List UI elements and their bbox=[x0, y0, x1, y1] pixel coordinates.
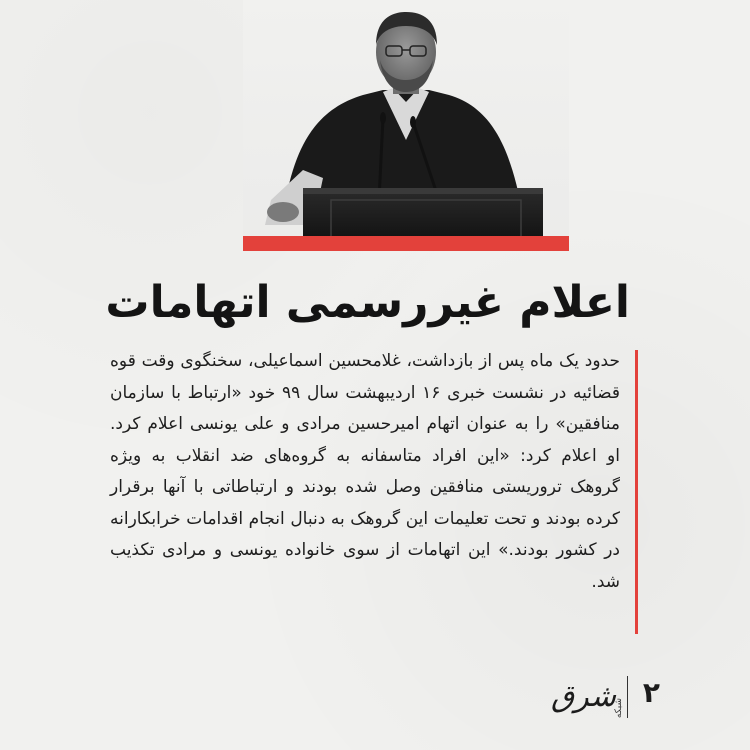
page-number: ۲ bbox=[642, 676, 660, 709]
footer-divider bbox=[627, 676, 629, 718]
brand-logo: شرق bbox=[551, 679, 616, 714]
body-paragraph: حدود یک ماه پس از بازداشت، غلامحسین اسماعیلی، سخنگوی وقت قوه قضائیه در نشست خبری ۱۶ اردیبهشت سال ۹۹ خود «ارتباط با سازمان منافقین» را به عنوان اتهام امیرحسین مرادی و علی یونسی اعلام کرد. او اعلام کرد: «این افراد متاسفانه به گروه‌های ضد انقلاب به ویژه گروهک تروریستی منافقین وصل شده بودند و ارتباطاتی با آنها برقرار کرده بودند و تحت تعلیمات این گروهک به دنبال انجام اقدامات خرابکارانه در کشور بودند.» این اتهامات از سوی خانواده یونسی و مرادی تکذیب شد. bbox=[110, 351, 621, 592]
body-text bbox=[110, 346, 620, 598]
body-section bbox=[110, 346, 638, 632]
headline: اعلام غیررسمی اتهامات bbox=[105, 277, 630, 328]
speaker-photo bbox=[243, 0, 569, 250]
brand-logo-caption: شبکه bbox=[614, 698, 624, 719]
headline-accent-bar bbox=[243, 236, 569, 251]
footer bbox=[510, 668, 660, 728]
body-accent-line bbox=[635, 350, 638, 634]
